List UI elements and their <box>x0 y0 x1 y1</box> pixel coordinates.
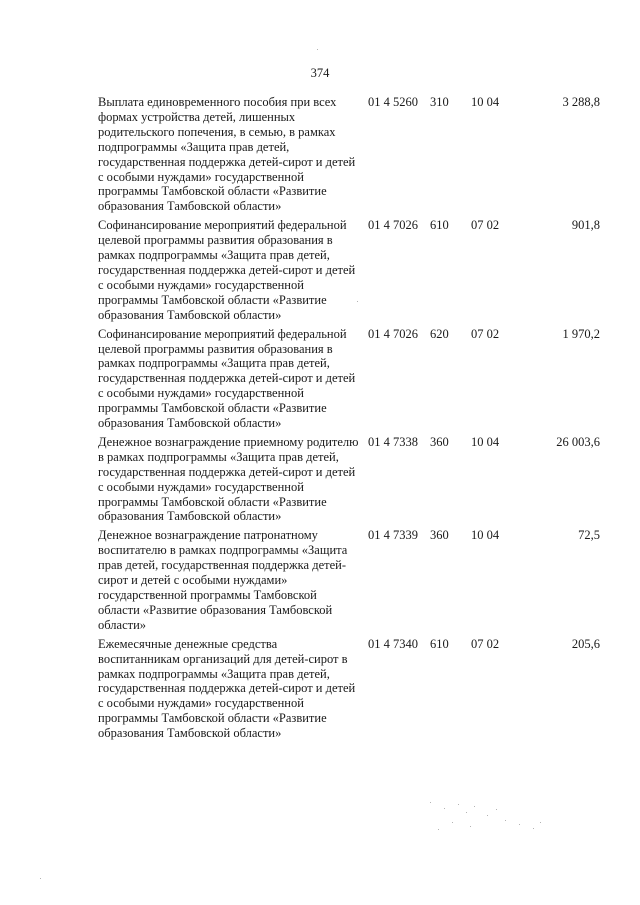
row-description: Денежное вознаграждение патронатному воспитателю в рамках подпрограммы «Защита прав детей, государственная поддержка детей-сирот и детей с особыми нуждами» государственной программы Тамбовской области «Развитие образования Тамбовской области» <box>98 528 348 632</box>
table-row <box>98 327 608 431</box>
table-row <box>98 218 608 322</box>
row-expense-type: 360 <box>430 434 449 449</box>
row-target-code: 01 4 7026 <box>368 218 418 233</box>
row-amount: 1 970,2 <box>562 326 600 341</box>
row-expense-type: 310 <box>430 95 449 109</box>
table-row <box>98 95 608 214</box>
row-description: Ежемесячные денежные средства воспитанникам организаций для детей-сирот в рамках подпрограммы «Защита прав детей, государственная поддержка детей-сирот и детей с особыми нуждами» государственной программы Тамбовской области «Развитие образования Тамбовской области» <box>98 636 356 741</box>
row-expense-type: 360 <box>430 528 449 543</box>
row-expense-type: 620 <box>430 326 449 341</box>
row-expense-type: 610 <box>430 218 449 233</box>
row-description: Софинансирование мероприятий федеральной целевой программы развития образования в рамках подпрограммы «Защита прав детей, государственная поддержка детей-сирот и детей с особыми нуждами» государственной программы Тамбовской области «Развитие образования Тамбовской области» <box>98 218 356 322</box>
table-row <box>98 528 608 632</box>
row-expense-type: 610 <box>430 636 449 651</box>
page-number: 374 <box>310 66 330 80</box>
row-section: 07 02 <box>471 218 500 233</box>
row-target-code: 01 4 7339 <box>368 528 418 543</box>
table-row <box>98 435 608 524</box>
row-target-code: 01 4 7338 <box>368 434 418 449</box>
row-target-code: 01 4 5260 <box>368 95 418 109</box>
row-target-code: 01 4 7026 <box>368 326 418 341</box>
row-amount: 3 288,8 <box>562 95 600 109</box>
row-section: 10 04 <box>471 95 500 109</box>
row-section: 07 02 <box>471 636 500 651</box>
row-description: Выплата единовременного пособия при всех формах устройства детей, лишенных родительского попечения, в семью, в рамках подпрограммы «Защита прав детей, государственная поддержка детей-сирот и детей с особыми нуждами» государственной программы Тамбовской области «Развитие образования Тамбовской области» <box>98 95 356 214</box>
row-description: Денежное вознаграждение приемному родителю в рамках подпрограммы «Защита прав детей, государственная поддержка детей-сирот и детей с особыми нуждами» государственной программы Тамбовской области «Развитие образования Тамбовской области» <box>98 434 359 524</box>
row-amount: 26 003,6 <box>556 434 600 449</box>
budget-table <box>98 95 608 745</box>
row-section: 07 02 <box>471 326 500 341</box>
row-amount: 901,8 <box>571 218 600 233</box>
row-description: Софинансирование мероприятий федеральной целевой программы развития образования в рамках подпрограммы «Защита прав детей, государственная поддержка детей-сирот и детей с особыми нуждами» государственной программы Тамбовской области «Развитие образования Тамбовской области» <box>98 326 356 431</box>
row-target-code: 01 4 7340 <box>368 636 418 651</box>
row-amount: 205,6 <box>571 636 600 651</box>
table-row <box>98 637 608 741</box>
row-section: 10 04 <box>471 434 500 449</box>
row-section: 10 04 <box>471 528 500 543</box>
row-amount: 72,5 <box>578 528 600 543</box>
